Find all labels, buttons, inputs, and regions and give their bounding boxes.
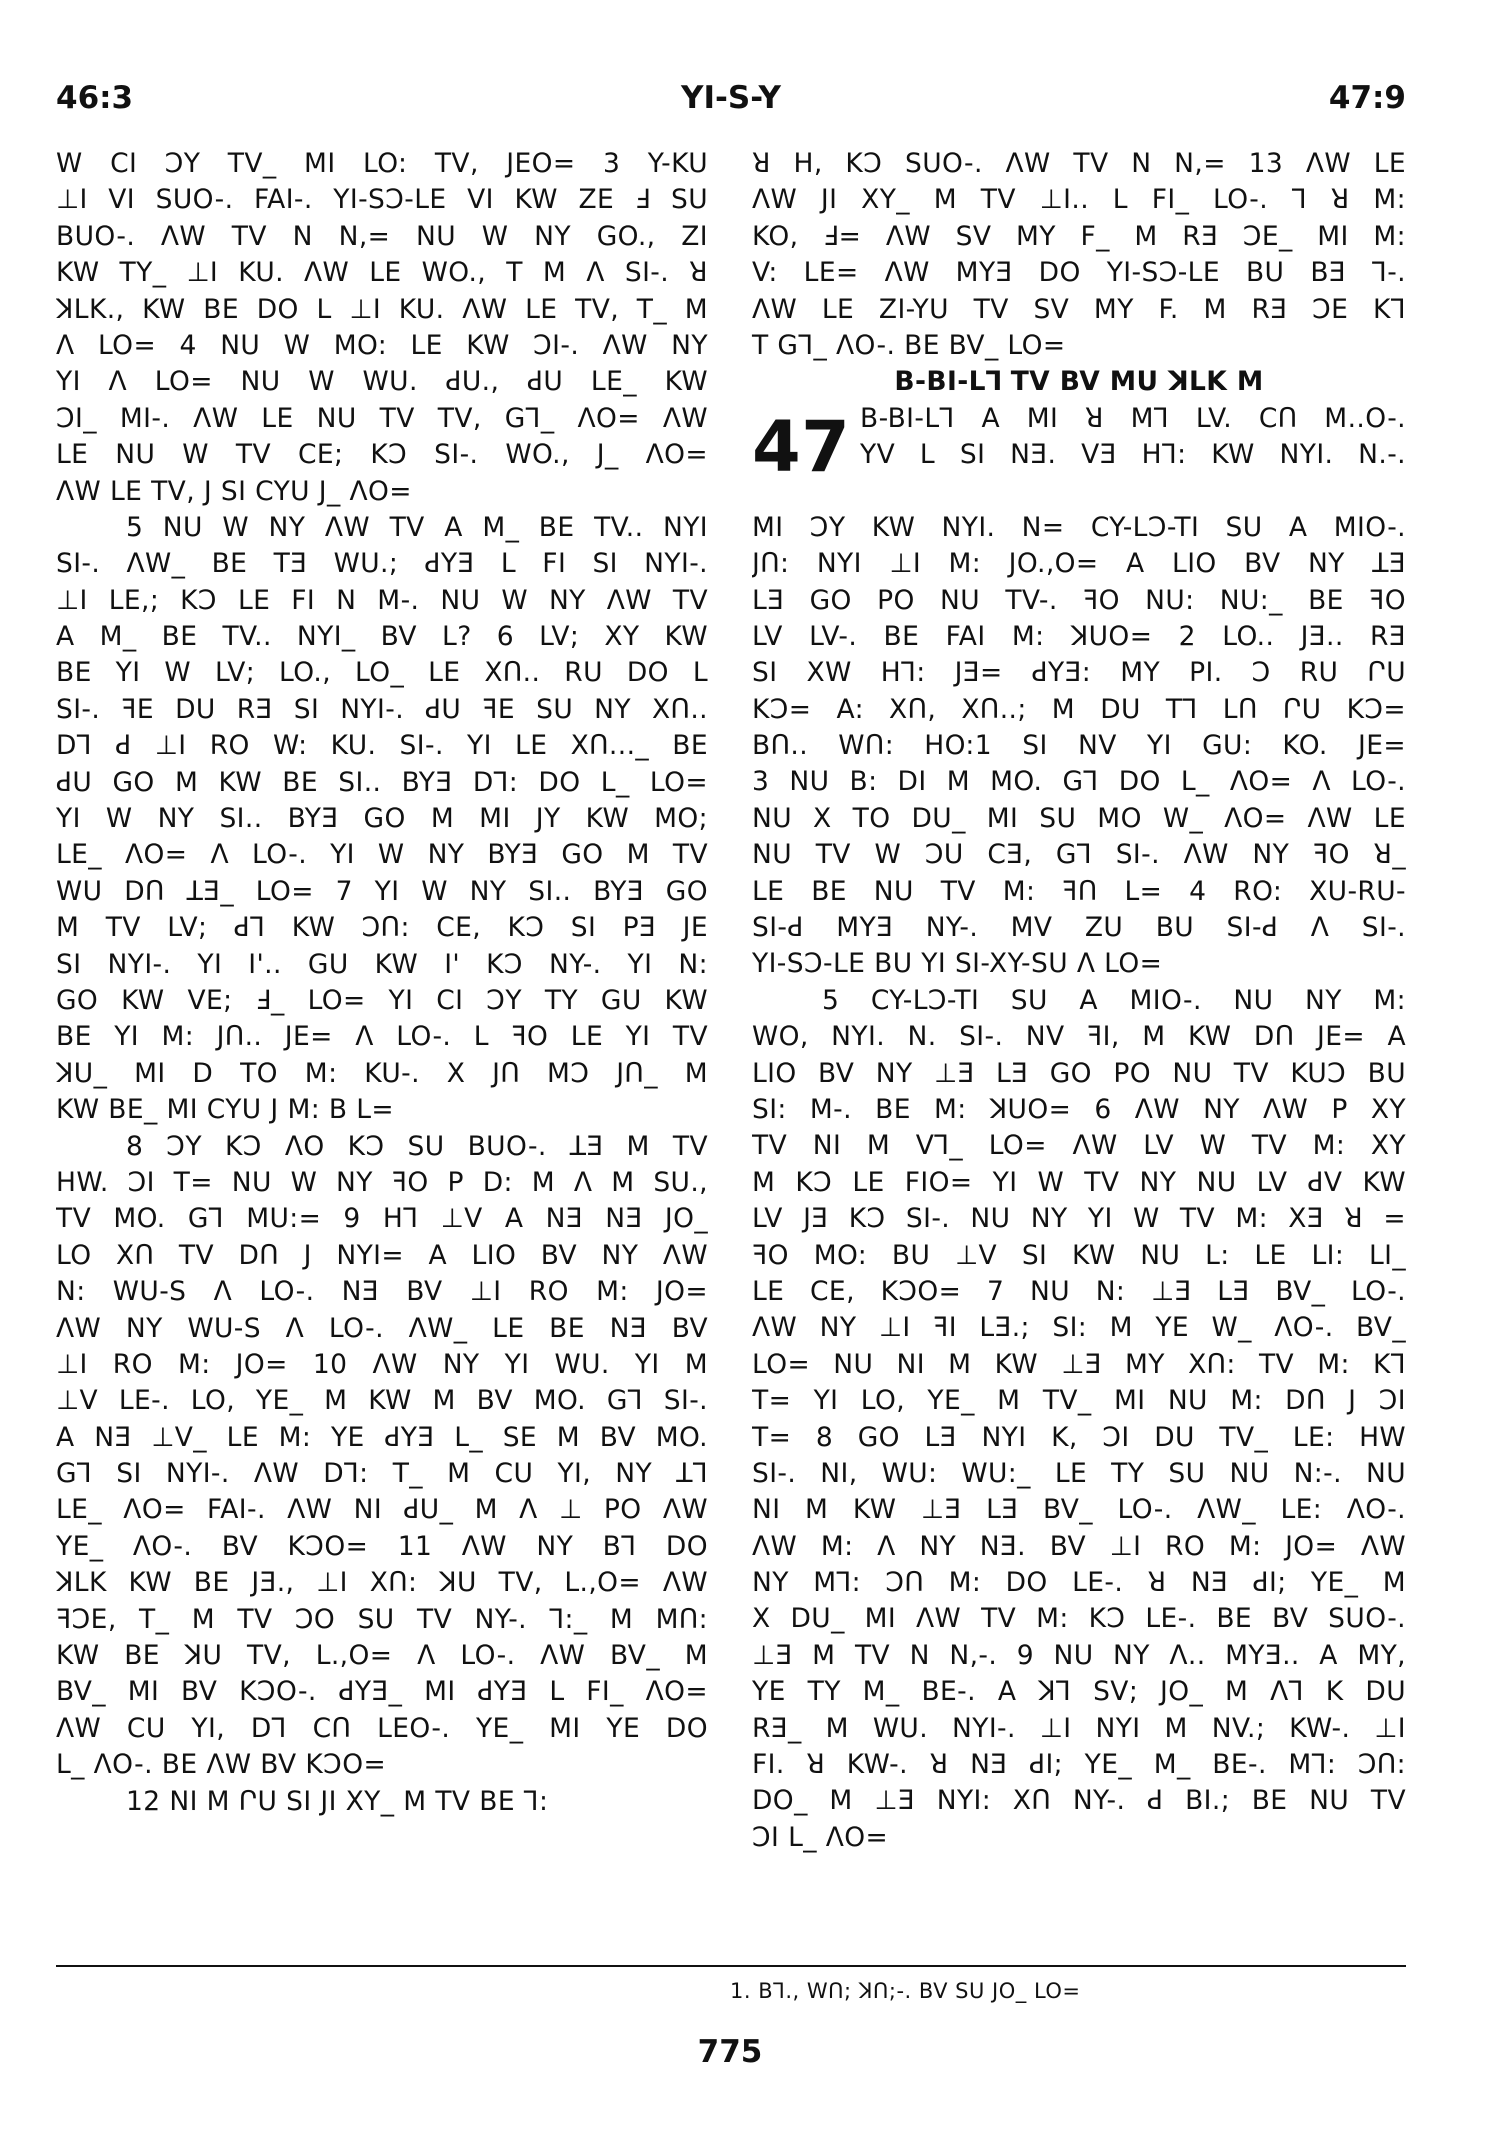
- chapter-heading: B-BI-Lꓶ TV BV MU ꓘLK M: [894, 366, 1264, 398]
- text-line: ⊥V LE-. LO, YE_ M KW M BV MO. Gꓶ SI-.: [56, 1385, 708, 1417]
- text-line: Ʌ LO= 4 NU W MO: LE KW ƆI-. ɅW NY: [56, 329, 708, 361]
- text-line: 8 ƆY KƆ ɅO KƆ SU BUO-. ꓕƎ M TV: [126, 1130, 708, 1162]
- text-line: KƆ= A: XՈ, XՈ..; M DU Tꓶ LՈ ՐU KƆ=: [752, 693, 1406, 725]
- text-line: LE_ ɅO= Ʌ LO-. YI W NY BYƎ GO M TV: [56, 839, 708, 871]
- text-line: YV L SI NƎ. VƎ Hꓶ: KW NYI. N.-.: [860, 439, 1406, 471]
- running-header: [56, 80, 1406, 120]
- text-line: LE BE NU TV M: ꟻՈ L= 4 RO: XU-RU-: [752, 875, 1406, 907]
- text-line: ɅW NY ⊥I ꟻI LƎ.; SI: M YE W_ ɅO-. BV_: [752, 1312, 1406, 1344]
- text-line: W CI ƆY TV_ MI LO: TV, JEO= 3 Y-KU: [56, 148, 708, 179]
- text-line: YI-SƆ-LE BU YI SI-XY-SU Ʌ LO=: [752, 948, 1163, 980]
- footnote: 1. Bꓶ., WՈ; ꓘՈ;-. BV SU JO_ LO=: [730, 1979, 1081, 2003]
- text-line: 12 NI M ՐU SI JI XY_ M TV BE ꓶ:: [126, 1785, 549, 1817]
- text-line: X DU_ MI ɅW TV M: KƆ LE-. BE BV SUO-.: [752, 1603, 1406, 1635]
- text-line: A NƎ ⊥V_ LE M: YE ꓒYƎ L_ SE M BV MO.: [56, 1421, 708, 1453]
- text-line: M KƆ LE FIO= YI W TV NY NU LV ꓒV KW: [752, 1166, 1406, 1198]
- text-line: ɅW NY WU-S Ʌ LO-. ɅW_ LE BE NƎ BV: [56, 1312, 708, 1344]
- text-line: LƎ GO PO NU TV-. ꟻO NU: NU:_ BE ꟻO: [752, 584, 1406, 616]
- text-line: ꟻO MO: BU ⊥V SI KW NU L: LE LI: LI_: [752, 1239, 1406, 1271]
- text-line: YI W NY SI.. BYƎ GO M MI JY KW MO;: [56, 803, 708, 835]
- text-line: ⊥Ǝ M TV N N,-. 9 NU NY Ʌ.. MYƎ.. A MY,: [752, 1639, 1406, 1671]
- text-line: V: LE= ɅW MYƎ DO YI-SƆ-LE BU BƎ ꓶ-.: [752, 257, 1406, 289]
- text-line: ɅW LE TV, J SI CYU J_ ɅO=: [56, 475, 412, 507]
- text-line: SI-ꓒ MYƎ NY-. MV ZU BU SI-ꓒ Ʌ SI-.: [752, 912, 1406, 944]
- left-text-column: [56, 146, 708, 1820]
- text-line: BV_ MI BV KƆO-. ꓒYƎ_ MI ꓒYƎ L FI_ ɅO=: [56, 1676, 708, 1708]
- text-line: ɅW M: Ʌ NY NƎ. BV ⊥I RO M: JO= ɅW: [752, 1530, 1406, 1562]
- text-line: TV MO. Gꓶ MU:= 9 Hꓶ ⊥V A NƎ NƎ JO_: [56, 1203, 708, 1235]
- header-left-reference: 46:3: [56, 80, 134, 116]
- chapter-number: 47: [752, 405, 851, 488]
- text-line: LIO BV NY ⊥Ǝ LƎ GO PO NU TV KUƆ BU: [752, 1057, 1406, 1089]
- chapter-opening: [752, 401, 1406, 510]
- text-line: NU X TO DU_ MI SU MO W_ ɅO= ɅW LE: [752, 802, 1406, 834]
- text-line: KO, Ⅎ= ɅW SV MY F_ M RƎ ƆE_ MI M:: [752, 220, 1406, 252]
- text-line: NU TV W ƆU CƎ, Gꓶ SI-. ɅW NY ꟻO ꓤ_: [752, 839, 1406, 871]
- right-column-top-text: [752, 146, 1406, 364]
- text-line: LE CE, KƆO= 7 NU N: ⊥Ǝ LƎ BV_ LO-.: [752, 1275, 1406, 1307]
- text-line: KW BE ꓘU TV, L.,O= Ʌ LO-. ɅW BV_ M: [56, 1640, 708, 1672]
- text-line: Dꓶ ꓒ ⊥I RO W: KU. SI-. YI LE XՈ..._ BE: [56, 730, 708, 762]
- chapter-opening-lines: [860, 401, 1406, 474]
- text-line: BE YI M: JՈ.. JE= Ʌ LO-. L ꟻO LE YI TV: [56, 1021, 708, 1053]
- text-line: A M_ BE TV.. NYI_ BV L? 6 LV; XY KW: [56, 621, 708, 653]
- text-line: SI-. ꟻE DU RƎ SI NYI-. ꓒU ꟻE SU NY XՈ..: [56, 693, 708, 725]
- text-line: MI ƆY KW NYI. N= CY-LƆ-TI SU A MIO-.: [752, 511, 1406, 543]
- text-line: T= 8 GO LƎ NYI K, ƆI DU TV_ LE: HW: [752, 1421, 1406, 1453]
- text-line: LO= NU NI M KW ⊥Ǝ MY XՈ: TV M: Kꓶ: [752, 1348, 1406, 1380]
- text-line: ꓒU GO M KW BE SI.. BYƎ Dꓶ: DO L_ LO=: [56, 766, 708, 798]
- text-line: FI. ꓤ KW-. ꓤ NƎ ꓒI; YE_ M_ BE-. Mꓶ: ƆՈ:: [752, 1749, 1406, 1781]
- text-line: ƆI L_ ɅO=: [752, 1821, 889, 1853]
- header-book-title: YI-S-Y: [681, 80, 781, 116]
- text-line: KW TY_ ⊥I KU. ɅW LE WO., T M Ʌ SI-. ꓤ: [56, 257, 708, 289]
- text-line: ƆI_ MI-. ɅW LE NU TV TV, Gꓶ_ ɅO= ɅW: [56, 402, 708, 434]
- text-line: ꓘU_ MI D TO M: KU-. X JՈ MƆ JՈ_ M: [56, 1057, 708, 1089]
- text-line: ꓘLK KW BE JƎ., ⊥I XՈ: ꓘU TV, L.,O= ɅW: [56, 1567, 708, 1599]
- text-line: JՈ: NYI ⊥I M: JO.,O= A LIO BV NY ꓕƎ: [752, 548, 1406, 580]
- right-text-column: [752, 146, 1406, 1856]
- page-number: 775: [697, 2034, 763, 2070]
- text-line: BE YI W LV; LO., LO_ LE XՈ.. RU DO L: [56, 657, 708, 689]
- text-line: ɅW CU YI, Dꓶ CՈ LEO-. YE_ MI YE DO: [56, 1712, 708, 1744]
- text-line: 3 NU B: DI M MO. Gꓶ DO L_ ɅO= Ʌ LO-.: [752, 766, 1406, 798]
- text-line: YE TY M_ BE-. A ꓘꓶ SV; JO_ M Ʌꓶ K DU: [752, 1676, 1406, 1708]
- text-line: ⊥I VI SUO-. FAI-. YI-SƆ-LE VI KW ZE Ⅎ SU: [56, 184, 708, 216]
- text-line: N: WU-S Ʌ LO-. NƎ BV ⊥I RO M: JO=: [56, 1276, 708, 1308]
- text-line: SI-. NI, WU: WU:_ LE TY SU NU N:-. NU: [752, 1457, 1406, 1489]
- text-line: BUO-. ɅW TV N N,= NU W NY GO., ZI: [56, 220, 708, 252]
- text-line: Gꓶ SI NYI-. ɅW Dꓶ: T_ M CU YI, NY ꓕꓶ: [56, 1458, 708, 1490]
- text-line: ⊥I LE,; KƆ LE FI N M-. NU W NY ɅW TV: [56, 584, 708, 616]
- text-line: YI Ʌ LO= NU W WU. ꓒU., ꓒU LE_ KW: [56, 366, 708, 398]
- text-line: L_ ɅO-. BE ɅW BV KƆO=: [56, 1749, 387, 1781]
- text-line: ɅW LE ZI-YU TV SV MY F. M RƎ ƆE Kꓶ: [752, 293, 1406, 325]
- text-line: 5 NU W NY ɅW TV A M_ BE TV.. NYI: [126, 511, 708, 543]
- text-line: SI: M-. BE M: ꓘUO= 6 ɅW NY ɅW P XY: [752, 1093, 1406, 1125]
- text-line: ꟻƆE, T_ M TV ƆO SU TV NY-. ꓶ:_ M MՈ:: [56, 1603, 708, 1635]
- text-line: LV JƎ KƆ SI-. NU NY YI W TV M: XƎ ꓤ =: [752, 1203, 1406, 1235]
- text-line: LE_ ɅO= FAI-. ɅW NI ꓒU_ M Ʌ ⊥ PO ɅW: [56, 1494, 708, 1526]
- footnote-rule: [56, 1965, 1406, 1967]
- text-line: RƎ_ M WU. NYI-. ⊥I NYI M NV.; KW-. ⊥I: [752, 1712, 1406, 1744]
- header-right-reference: 47:9: [1328, 80, 1406, 116]
- text-line: T= YI LO, YE_ M TV_ MI NU M: DՈ J ƆI: [752, 1385, 1406, 1417]
- text-line: WU DՈ ꓕƎ_ LO= 7 YI W NY SI.. BYƎ GO: [56, 875, 708, 907]
- text-line: NY Mꓶ: ƆՈ M: DO LE-. ꓤ NƎ ꓒI; YE_ M: [752, 1567, 1406, 1599]
- text-line: ꓘLK., KW BE DO L ⊥I KU. ɅW LE TV, T_ M: [56, 293, 708, 325]
- text-line: ꓤ H, KƆ SUO-. ɅW TV N N,= 13 ɅW LE: [752, 148, 1406, 179]
- text-line: YE_ ɅO-. BV KƆO= 11 ɅW NY Bꓶ DO: [56, 1530, 708, 1562]
- text-line: HW. ƆI T= NU W NY ꟻO P D: M Ʌ M SU.,: [56, 1166, 708, 1198]
- text-line: DO_ M ⊥Ǝ NYI: XՈ NY-. ꓒ BI.; BE NU TV: [752, 1785, 1406, 1817]
- text-line: T Gꓶ_ ɅO-. BE BV_ LO=: [752, 329, 1066, 361]
- text-line: SI NYI-. YI I'.. GU KW I' KƆ NY-. YI N:: [56, 948, 708, 980]
- text-line: GO KW VE; Ⅎ_ LO= YI CI ƆY TY GU KW: [56, 984, 708, 1016]
- text-line: B-BI-Lꓶ A MI ꓤ Mꓶ LV. CՈ M..O-.: [860, 402, 1406, 434]
- text-line: SI XW Hꓶ: JƎ= ꓒYƎ: MY PI. Ɔ RU ՐU: [752, 657, 1406, 689]
- text-line: KW BE_ MI CYU J M: B L=: [56, 1094, 395, 1126]
- text-line: 5 CY-LƆ-TI SU A MIO-. NU NY M:: [822, 984, 1406, 1016]
- text-line: TV NI M Vꓶ_ LO= ɅW LV W TV M: XY: [752, 1130, 1406, 1162]
- text-line: WO, NYI. N. SI-. NV ꟻI, M KW DՈ JE= A: [752, 1021, 1406, 1053]
- text-line: SI-. ɅW_ BE TƎ WU.; ꓒYƎ L FI SI NYI-.: [56, 548, 708, 580]
- text-line: ⊥I RO M: JO= 10 ɅW NY YI WU. YI M: [56, 1348, 708, 1380]
- text-line: NI M KW ⊥Ǝ LƎ BV_ LO-. ɅW_ LE: ɅO-.: [752, 1494, 1406, 1526]
- text-line: ɅW JI XY_ M TV ⊥I.. L FI_ LO-. ꓶ ꓤ M:: [752, 184, 1406, 216]
- text-line: BՈ.. WՈ: HO:1 SI NV YI GU: KO. JE=: [752, 730, 1406, 762]
- text-line: LO XՈ TV DՈ J NYI= A LIO BV NY ɅW: [56, 1239, 708, 1271]
- text-line: LE NU W TV CE; KƆ SI-. WO., J_ ɅO=: [56, 439, 708, 471]
- text-line: M TV LV; ꓒꓶ KW ƆՈ: CE, KƆ SI PƎ JE: [56, 912, 708, 944]
- text-line: LV LV-. BE FAI M: ꓘUO= 2 LO.. JƎ.. RƎ: [752, 620, 1406, 652]
- right-column-body-text: [752, 510, 1406, 1856]
